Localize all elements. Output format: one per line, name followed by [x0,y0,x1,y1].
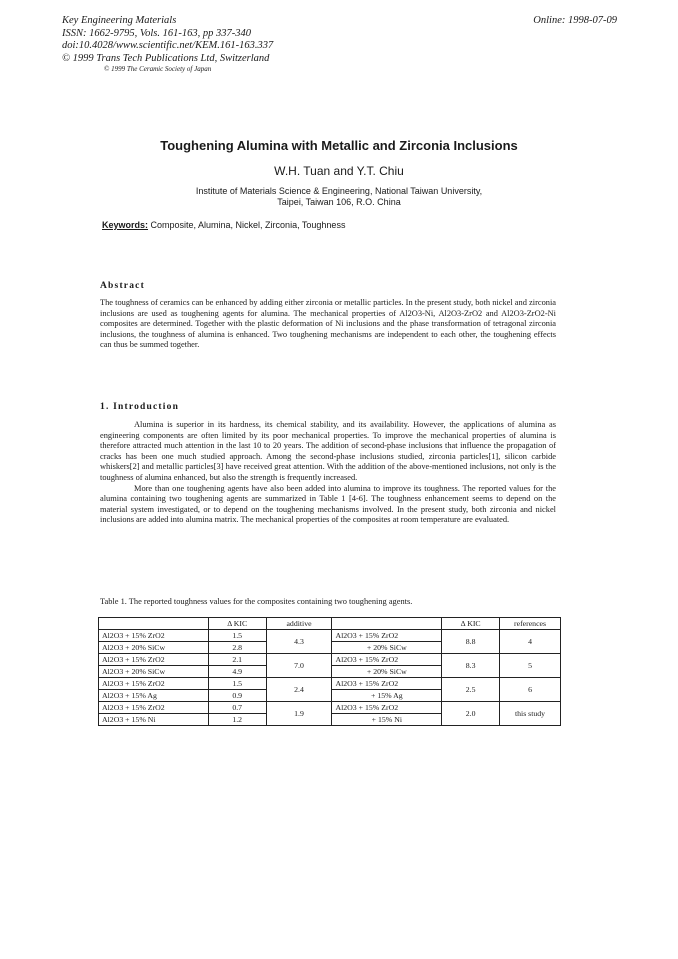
material-cell: Al2O3 + 15% ZrO2 [99,702,209,714]
delta-k-cell: 2.1 [208,654,266,666]
table-header-cell: Δ KIC [442,618,500,630]
table-header-cell [99,618,209,630]
combined-delta-k-cell: 2.0 [442,702,500,726]
material-cell: Al2O3 + 15% ZrO2 [99,630,209,642]
ceramic-society-line: © 1999 The Ceramic Society of Japan [104,65,212,73]
combined-delta-k-cell: 8.3 [442,654,500,678]
table-row [99,654,561,666]
material-cell: Al2O3 + 20% SiCw [99,642,209,654]
intro-paragraph-1: Alumina is superior in its hardness, its chemical stability, and its availability. However, the applications of alumina as engineering components are often limited by its poor mechanical properties. To improve the mechanical properties of alumina is therefore attracted much attention in the last 10 to 20 years. The addition of second-phase inclusions that influence the propagation of cracks has been one much studied approach. Among the second-phase inclusions studied, zirconia particles[1], silicon carbide whiskers[2] and metallic particles[3] have received great attention. With the addition of the above-mentioned inclusions, not only is the toughness of alumina enhanced, but also the strength is frequently increased. [100,420,556,482]
intro-paragraph-2: More than one toughening agents have also been added into alumina to improve its toughness. The reported values for the alumina containing two toughening agents are summarized in Table 1 [4-6]. The toughness enhancement seems to depend on the material system investigated, or to depend on the toughening mechanisms involved. In the present study, both zirconia and nickel inclusions are added into alumina matrix. The mechanical properties of the composites at room temperature are evaluated. [100,483,556,525]
combined-delta-k-cell: 8.8 [442,630,500,654]
abstract-heading: Abstract [100,281,145,291]
reference-cell: 5 [500,654,561,678]
table-caption: Table 1. The reported toughness values for the composites containing two toughening agents. [100,597,413,606]
paper-title: Toughening Alumina with Metallic and Zirconia Inclusions [160,138,518,153]
keywords-label: Keywords: [102,220,149,230]
journal-header [62,15,617,74]
combined-cell-2: + 20% SiCw [332,642,442,654]
keywords-list: Composite, Alumina, Nickel, Zirconia, Toughness [148,220,346,230]
introduction-heading: 1. Introduction [100,402,180,412]
journal-name: Key Engineering Materials [62,15,177,26]
combined-cell-2: + 15% Ni [332,714,442,726]
abstract-text [100,298,556,351]
delta-k-cell: 0.9 [208,690,266,702]
additive-cell: 1.9 [266,702,332,726]
reference-cell: this study [500,702,561,726]
material-cell: Al2O3 + 15% ZrO2 [99,678,209,690]
affiliation-line-1: Institute of Materials Science & Engineering, National Taiwan University, [195,186,483,196]
material-cell: Al2O3 + 20% SiCw [99,666,209,678]
combined-cell-1: Al2O3 + 15% ZrO2 [332,702,442,714]
combined-cell-1: Al2O3 + 15% ZrO2 [332,678,442,690]
combined-cell-1: Al2O3 + 15% ZrO2 [332,654,442,666]
material-cell: Al2O3 + 15% Ag [99,690,209,702]
table-header-cell: references [500,618,561,630]
combined-delta-k-cell: 2.5 [442,678,500,702]
delta-k-cell: 1.2 [208,714,266,726]
abstract-paragraph: The toughness of ceramics can be enhanced by adding either zirconia or metallic particles. In the present study, both nickel and zirconia inclusions are used as toughening agents for alumina. The mechanical properties of Al2O3-Ni, Al2O3-ZrO2 and Al2O3-ZrO2-Ni composites are determined. Together with the plastic deformation of Ni inclusions and the phase transformation of tetragonal zirconia inclusions, the toughness of alumina is enhanced. Two toughening mechanisms are independent to each other, the toughening effects can thus be summed together. [100,298,556,350]
table-header-cell [332,618,442,630]
additive-cell: 7.0 [266,654,332,678]
table-row [99,702,561,714]
table-header-cell: additive [266,618,332,630]
combined-cell-2: + 20% SiCw [332,666,442,678]
delta-k-cell: 4.9 [208,666,266,678]
keywords [102,220,345,230]
copyright-line: © 1999 Trans Tech Publications Ltd, Switzerland [62,52,270,64]
material-cell: Al2O3 + 15% ZrO2 [99,654,209,666]
paper-authors: W.H. Tuan and Y.T. Chiu [274,164,404,178]
additive-cell: 2.4 [266,678,332,702]
toughness-table [98,617,561,726]
reference-cell: 4 [500,630,561,654]
table-header-cell: Δ KIC [208,618,266,630]
additive-cell: 4.3 [266,630,332,654]
table-header-row [99,618,561,630]
issn-line: ISSN: 1662-9795, Vols. 161-163, pp 337-340 [62,27,251,39]
affiliation-line-2: Taipei, Taiwan 106, R.O. China [277,197,401,207]
delta-k-cell: 1.5 [208,630,266,642]
delta-k-cell: 2.8 [208,642,266,654]
introduction-text [100,420,556,526]
affiliation [0,186,678,208]
delta-k-cell: 0.7 [208,702,266,714]
combined-cell-2: + 15% Ag [332,690,442,702]
combined-cell-1: Al2O3 + 15% ZrO2 [332,630,442,642]
reference-cell: 6 [500,678,561,702]
online-date: Online: 1998-07-09 [533,15,617,26]
doi-line: doi:10.4028/www.scientific.net/KEM.161-163.337 [62,40,274,51]
table-row [99,678,561,690]
delta-k-cell: 1.5 [208,678,266,690]
material-cell: Al2O3 + 15% Ni [99,714,209,726]
table-row [99,630,561,642]
